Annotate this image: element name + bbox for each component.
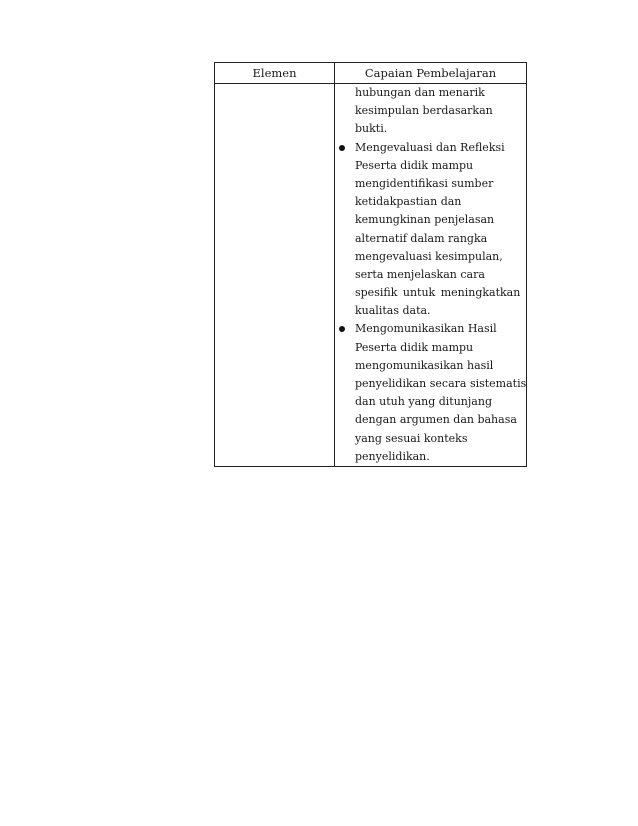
line-text: serta menjelaskan cara	[355, 267, 485, 281]
text-line	[335, 375, 526, 393]
line-text: dengan argumen dan bahasa	[355, 413, 517, 427]
text-line	[335, 230, 526, 248]
line-text: Peserta didik mampu	[355, 158, 474, 172]
line-text: kesimpulan berdasarkan	[355, 104, 493, 118]
line-text: mengomunikasikan hasil	[355, 358, 494, 372]
text-line	[335, 302, 526, 320]
line-text: mengidentifikasi sumber	[355, 176, 494, 190]
line-text: kemungkinan penjelasan	[355, 213, 495, 227]
line-text: penyelidikan secara sistematis	[355, 377, 527, 390]
line-text: spesifik untuk meningkatkan	[355, 286, 521, 300]
line-text: yang sesuai konteks	[355, 431, 468, 445]
line-text: Mengevaluasi dan Refleksi	[355, 140, 505, 154]
bullet-dot-icon	[339, 326, 345, 332]
text-line	[335, 448, 526, 466]
capaian-cell	[335, 84, 527, 467]
text-line	[335, 411, 526, 429]
capaian-lines	[335, 84, 526, 466]
bullet-item-line	[335, 139, 526, 157]
line-text: kualitas data.	[355, 304, 431, 318]
elemen-cell	[215, 84, 335, 467]
header-elemen: Elemen	[215, 63, 335, 84]
line-text: alternatif dalam rangka	[355, 231, 488, 245]
header-capaian: Capaian Pembelajaran	[335, 63, 527, 84]
text-line	[335, 120, 526, 138]
line-text: bukti.	[355, 122, 388, 136]
text-line	[335, 211, 526, 229]
text-line	[335, 357, 526, 375]
table-row	[215, 84, 527, 467]
text-line	[335, 284, 526, 302]
text-line	[335, 157, 526, 175]
line-text: Peserta didik mampu	[355, 340, 474, 354]
text-line	[335, 102, 526, 120]
text-line	[335, 266, 526, 284]
line-text: dan utuh yang ditunjang	[355, 395, 492, 409]
text-line	[335, 175, 526, 193]
line-text: penyelidikan.	[355, 449, 430, 463]
line-text: mengevaluasi kesimpulan,	[355, 249, 503, 263]
text-line	[335, 193, 526, 211]
line-text: Mengomunikasikan Hasil	[355, 322, 497, 336]
text-line	[335, 248, 526, 266]
text-line	[335, 84, 526, 102]
table-header-row	[215, 63, 527, 84]
text-line	[335, 430, 526, 448]
bullet-dot-icon	[339, 145, 345, 151]
text-line	[335, 339, 526, 357]
capaian-table	[214, 62, 527, 467]
bullet-item-line	[335, 320, 526, 338]
line-text: hubungan dan menarik	[355, 86, 485, 99]
text-line	[335, 393, 526, 411]
line-text: ketidakpastian dan	[355, 195, 462, 209]
